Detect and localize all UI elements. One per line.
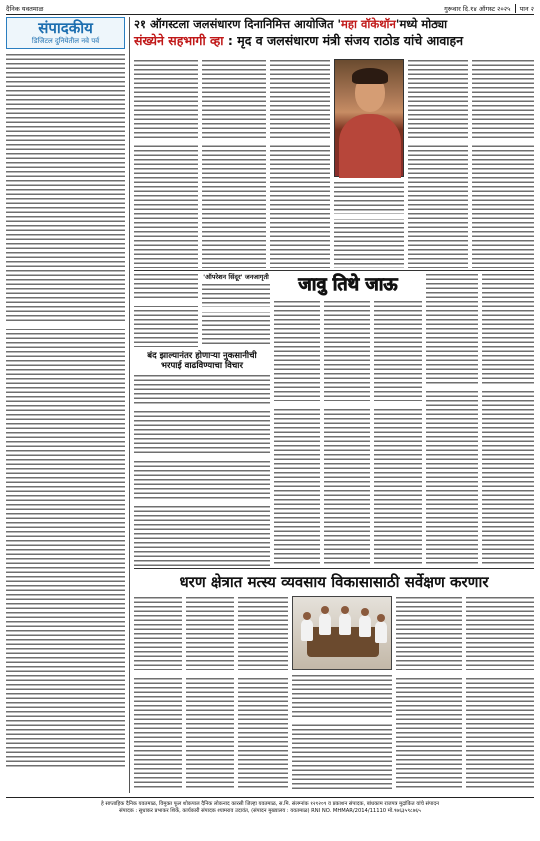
story-column bbox=[134, 273, 198, 347]
rain-story-headline: बंद झाल्यानंतर होणाऱ्या नुकसानीची भरपाई वाढविण्याचा विचार bbox=[147, 351, 257, 371]
page-header bbox=[6, 3, 534, 15]
story-column bbox=[396, 596, 462, 790]
meeting-photo bbox=[292, 596, 392, 670]
rain-story-body bbox=[134, 374, 270, 454]
story-column bbox=[202, 283, 270, 347]
lead-column-5 bbox=[408, 59, 468, 268]
lead-column-3 bbox=[270, 59, 330, 268]
lead-column-6 bbox=[472, 59, 534, 268]
editorial-column bbox=[6, 17, 130, 793]
divider bbox=[134, 270, 534, 271]
divider bbox=[134, 568, 534, 569]
imprint-footer bbox=[6, 797, 534, 837]
lead-story-body bbox=[134, 59, 534, 268]
story-column bbox=[324, 300, 370, 566]
story-column bbox=[466, 596, 534, 790]
page-number: पान २ bbox=[515, 4, 534, 13]
issue-date: गुरूवार दि.१४ ऑगस्ट २०२५ bbox=[444, 5, 511, 13]
minister-photo bbox=[334, 59, 404, 177]
editorial-title: संपादकीय bbox=[38, 19, 93, 37]
story-column bbox=[186, 596, 234, 790]
story-column bbox=[292, 674, 392, 790]
lead-column-4 bbox=[334, 181, 404, 268]
rain-story-body-2 bbox=[134, 460, 270, 566]
lead-column-2 bbox=[202, 59, 266, 268]
imprint-line-1: हे साप्ताहिक दैनिक यवतमाळ, विमुक्त फूल शोकपाल दैनिक लोकनाद कारसी जिल्हा यवतमाळ, स.मि. संलग्नांक १२१२०९ व प्रकाशन संपादक, बांधकाम राजपत्र मुद्रांकित यांचे संपादन bbox=[101, 801, 439, 807]
lead-column-1 bbox=[134, 59, 198, 268]
editorial-header bbox=[6, 17, 125, 49]
lead-headline-line2: संख्येने सहभागी व्हा : मृद व जलसंधारण मंत्री संजय राठोड यांचे आवाहन bbox=[134, 33, 464, 48]
story-column bbox=[374, 300, 422, 566]
lead-headline bbox=[134, 17, 534, 57]
lead-headline-line1: २१ ऑगस्टला जलसंधारण दिनानिमित्त आयोजित 'महा वॉकेथॉन'मध्ये मोठ्या bbox=[134, 17, 448, 31]
fisheries-headline: धरण क्षेत्रात मत्स्य व्यवसाय विकासासाठी सर्वेक्षण करणार bbox=[179, 573, 489, 591]
travel-column-title: जावु तिथे जाऊ bbox=[274, 273, 422, 297]
editorial-subtitle: डिजिटल दुनियेतील नवे पर्व bbox=[31, 37, 100, 45]
story-column bbox=[238, 596, 288, 790]
operation-sindoor-headline: 'ऑपरेशन सिंदूर' जनजागृती bbox=[203, 273, 269, 281]
story-column bbox=[482, 273, 534, 566]
story-column bbox=[274, 300, 320, 566]
editorial-body-text bbox=[6, 53, 125, 767]
section-name: दैनिक यवतमाळ bbox=[6, 5, 44, 13]
story-column bbox=[134, 596, 182, 790]
story-column bbox=[426, 273, 478, 566]
imprint-line-2: संपादक : सुधाकर प्रभाकर शिर्के, कार्यकारी संपादक श्यामराव उदावंत, (संपादन मुख्यालय : यवतमाळ) RNI NO. MHMAR/2014/11110 मो.९७६३५९८७६५ bbox=[119, 808, 421, 814]
